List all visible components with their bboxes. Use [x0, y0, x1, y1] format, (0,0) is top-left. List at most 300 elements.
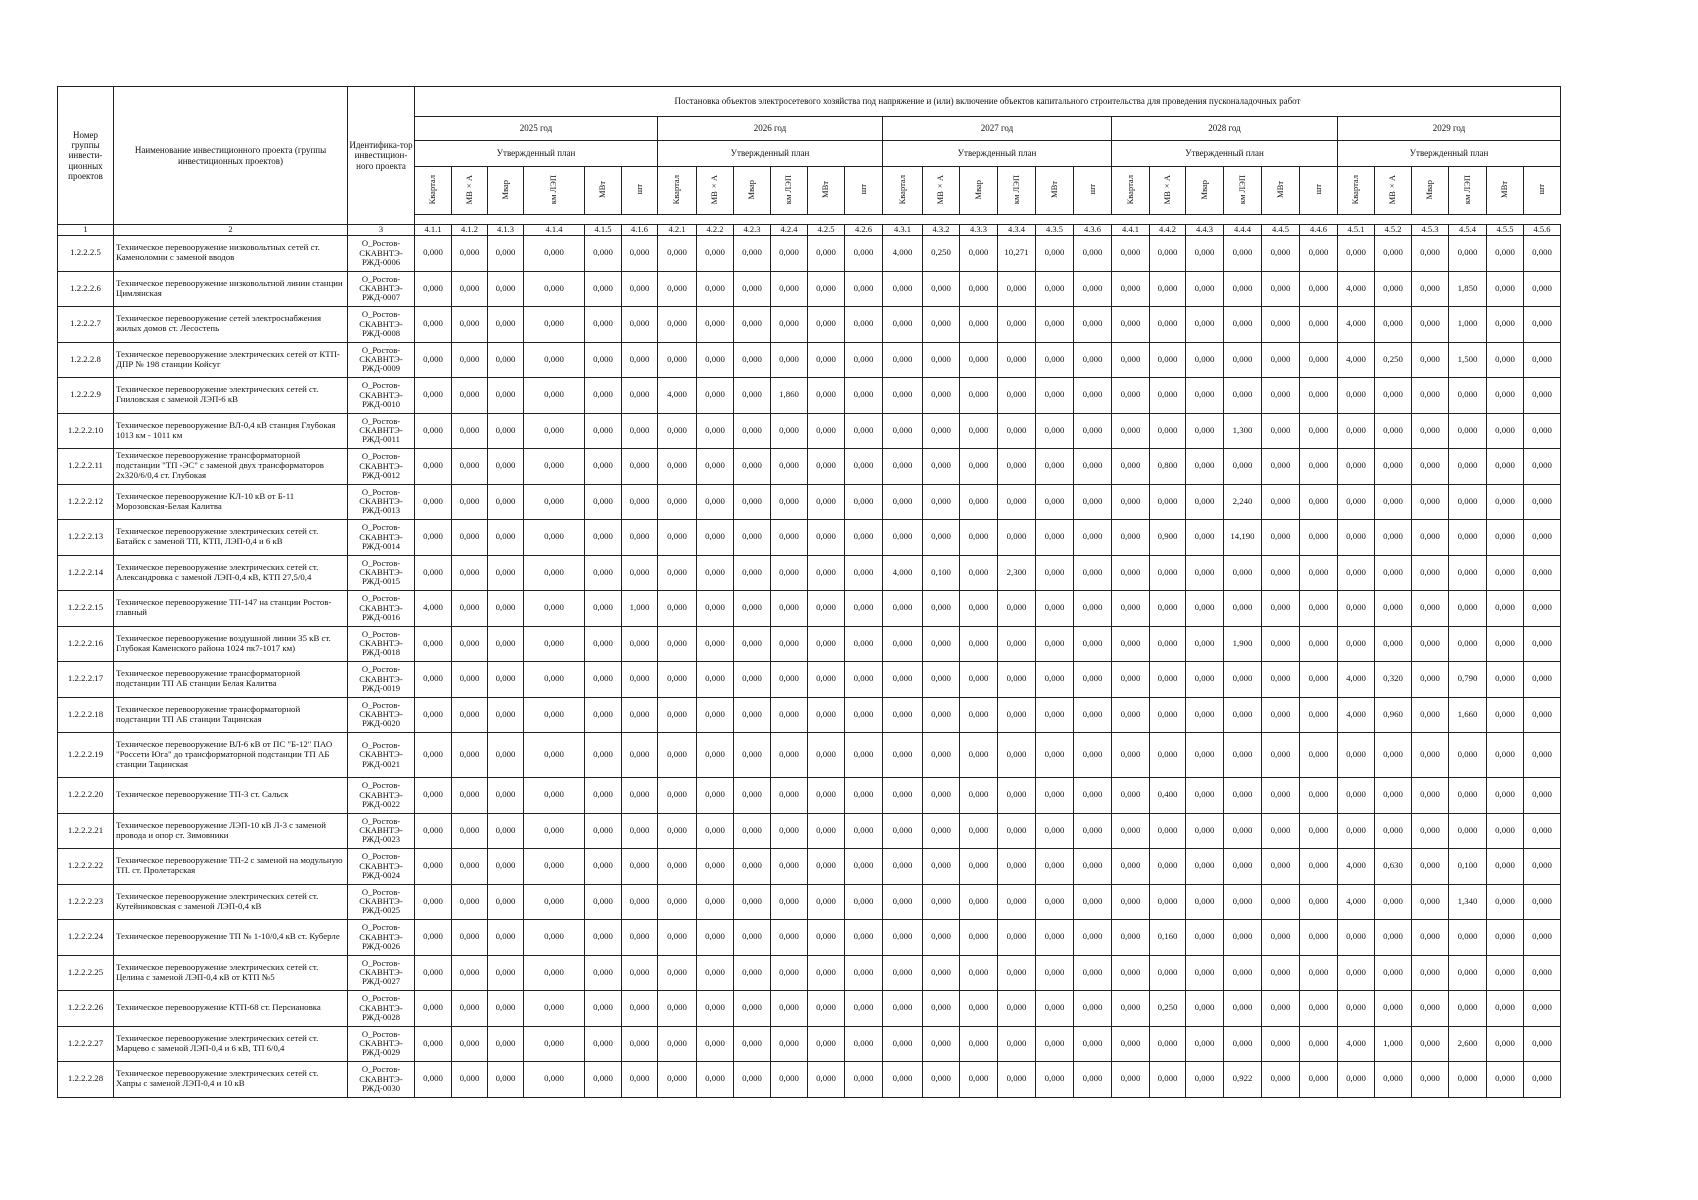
header-unit [998, 167, 1036, 215]
row-value: 1,000 [1375, 1026, 1412, 1062]
row-value: 1,340 [1449, 884, 1487, 920]
row-value: 0,000 [488, 991, 524, 1027]
row-value: 0,000 [1074, 1062, 1112, 1098]
row-value: 0,000 [488, 307, 524, 343]
row-project-name: Техническое перевооружение ЛЭП-10 кВ Л-3 с заменой провода и опор ст. Зимовники [114, 813, 348, 849]
table-row [58, 991, 1561, 1027]
row-value: 0,000 [771, 413, 808, 449]
row-value: 0,000 [658, 884, 697, 920]
row-value: 0,000 [923, 778, 960, 814]
row-value: 0,000 [734, 884, 771, 920]
row-value: 0,000 [1300, 1026, 1338, 1062]
row-value: 0,000 [1412, 555, 1449, 591]
header-unit [1262, 167, 1300, 215]
row-number: 1.2.2.2.18 [58, 697, 114, 733]
row-value: 0,000 [998, 778, 1036, 814]
column-index: 4.2.3 [734, 225, 771, 236]
row-value: 0,000 [1375, 920, 1412, 956]
row-value: 4,000 [1338, 271, 1375, 307]
row-value: 0,000 [771, 591, 808, 627]
row-value: 0,000 [585, 449, 622, 485]
row-value: 0,000 [1300, 307, 1338, 343]
table-row [58, 413, 1561, 449]
row-value: 0,000 [1262, 413, 1300, 449]
row-value: 0,000 [697, 236, 734, 272]
row-value: 0,000 [1074, 662, 1112, 698]
row-value: 0,000 [1524, 307, 1561, 343]
row-value: 0,000 [1036, 955, 1074, 991]
header-unit-label: МВ×А [1387, 174, 1398, 204]
row-value: 0,000 [488, 697, 524, 733]
row-value: 0,000 [960, 626, 998, 662]
row-value: 0,000 [488, 555, 524, 591]
row-value: 0,000 [452, 307, 488, 343]
row-value: 0,000 [1112, 520, 1150, 556]
row-value: 0,000 [697, 697, 734, 733]
column-index: 4.5.3 [1412, 225, 1449, 236]
row-value: 0,000 [1412, 449, 1449, 485]
row-value: 0,000 [1036, 449, 1074, 485]
row-value: 0,000 [658, 813, 697, 849]
row-value: 0,000 [1224, 733, 1262, 778]
row-value: 0,000 [734, 920, 771, 956]
row-value: 0,000 [1112, 884, 1150, 920]
row-value: 0,000 [1262, 813, 1300, 849]
header-unit [1074, 167, 1112, 215]
row-value: 0,000 [960, 662, 998, 698]
row-value: 0,000 [1524, 378, 1561, 414]
row-value: 0,000 [697, 813, 734, 849]
row-project-name: Техническое перевооружение ТП-147 на станции Ростов-главный [114, 591, 348, 627]
row-value: 0,000 [1524, 555, 1561, 591]
row-value: 0,000 [923, 520, 960, 556]
column-index: 4.1.3 [488, 225, 524, 236]
row-value: 0,000 [1224, 378, 1262, 414]
header-main-title: Постановка объектов электросетевого хозяйства под напряжение и (или) включение объектов капитального строительства для проведения пусконаладочных работ [415, 87, 1561, 117]
row-value: 0,000 [452, 1026, 488, 1062]
row-value: 0,000 [883, 733, 923, 778]
row-value: 0,000 [488, 342, 524, 378]
column-index: 4.5.4 [1449, 225, 1487, 236]
row-value: 0,000 [452, 778, 488, 814]
row-value: 0,000 [960, 591, 998, 627]
row-value: 0,000 [1487, 991, 1524, 1027]
header-unit [771, 167, 808, 215]
column-index: 4.4.6 [1300, 225, 1338, 236]
row-value: 0,000 [488, 626, 524, 662]
row-value: 0,000 [415, 733, 452, 778]
row-value: 0,000 [923, 697, 960, 733]
row-project-id: О_Ростов-СКАВНТЭ-РЖД-0014 [348, 520, 415, 556]
table-row [58, 591, 1561, 627]
column-index: 4.5.6 [1524, 225, 1561, 236]
table-row [58, 849, 1561, 885]
row-value: 0,000 [415, 378, 452, 414]
row-value: 0,000 [808, 555, 845, 591]
row-value: 0,000 [808, 955, 845, 991]
header-unit [734, 167, 771, 215]
row-value: 0,000 [524, 920, 585, 956]
row-value: 0,000 [1224, 236, 1262, 272]
row-value: 0,000 [883, 271, 923, 307]
row-value: 0,000 [1375, 991, 1412, 1027]
row-value: 0,000 [488, 449, 524, 485]
row-value: 0,000 [1300, 884, 1338, 920]
row-value: 0,000 [923, 955, 960, 991]
header-group-number: Номер группы инвести-ционных проектов [58, 87, 114, 225]
row-value: 0,000 [1036, 849, 1074, 885]
row-value: 0,000 [1375, 449, 1412, 485]
row-value: 0,000 [1150, 733, 1186, 778]
row-value: 0,000 [1375, 1062, 1412, 1098]
row-project-name: Техническое перевооружение трансформаторной подстанции ТП АБ станции Тацинская [114, 697, 348, 733]
row-value: 0,000 [1112, 591, 1150, 627]
header-unit-label: МВт [1499, 180, 1510, 198]
row-value: 0,000 [1074, 1026, 1112, 1062]
row-value: 0,000 [524, 626, 585, 662]
row-value: 0,000 [808, 413, 845, 449]
row-value: 0,000 [1300, 662, 1338, 698]
header-unit [585, 167, 622, 215]
table-row [58, 484, 1561, 520]
row-value: 0,000 [1412, 342, 1449, 378]
row-value: 0,000 [1487, 449, 1524, 485]
row-value: 0,000 [1074, 920, 1112, 956]
row-value: 0,000 [1262, 555, 1300, 591]
row-value: 0,000 [585, 733, 622, 778]
row-value: 0,000 [923, 378, 960, 414]
row-value: 0,000 [845, 920, 883, 956]
table-row [58, 449, 1561, 485]
row-value: 0,000 [1262, 591, 1300, 627]
row-value: 0,000 [524, 342, 585, 378]
row-value: 0,000 [808, 307, 845, 343]
table-row [58, 920, 1561, 956]
row-value: 0,000 [1112, 378, 1150, 414]
row-value: 0,000 [845, 733, 883, 778]
row-value: 0,000 [1300, 342, 1338, 378]
row-value: 0,000 [808, 271, 845, 307]
row-value: 0,000 [960, 342, 998, 378]
row-value: 0,000 [998, 626, 1036, 662]
row-value: 0,000 [771, 813, 808, 849]
row-value: 0,000 [771, 449, 808, 485]
row-value: 0,000 [1186, 662, 1224, 698]
header-unit [658, 167, 697, 215]
row-value: 0,000 [1375, 884, 1412, 920]
column-index: 4.2.6 [845, 225, 883, 236]
row-value: 0,000 [1524, 626, 1561, 662]
row-value: 0,000 [1112, 662, 1150, 698]
row-value: 0,000 [923, 626, 960, 662]
header-unit [1375, 167, 1412, 215]
row-value: 0,000 [1262, 484, 1300, 520]
row-value: 0,000 [998, 413, 1036, 449]
row-value: 0,000 [1524, 778, 1561, 814]
row-value: 0,000 [1112, 733, 1150, 778]
row-value: 1,660 [1449, 697, 1487, 733]
row-value: 0,000 [1300, 555, 1338, 591]
row-value: 0,000 [1375, 520, 1412, 556]
row-value: 0,000 [697, 662, 734, 698]
row-value: 0,000 [1112, 555, 1150, 591]
row-value: 0,000 [697, 849, 734, 885]
row-value: 0,000 [960, 697, 998, 733]
row-value: 0,000 [1036, 520, 1074, 556]
row-project-name: Техническое перевооружение электрических сетей ст. Кутейниковская с заменой ЛЭП-0,4 кВ [114, 884, 348, 920]
row-value: 0,000 [1300, 271, 1338, 307]
row-value: 14,190 [1224, 520, 1262, 556]
header-project-id: Идентифика-тор инвестицион-ного проекта [348, 87, 415, 225]
row-value: 0,000 [622, 484, 658, 520]
row-value: 0,000 [883, 849, 923, 885]
row-value: 0,000 [452, 813, 488, 849]
row-value: 0,000 [1449, 920, 1487, 956]
row-value: 0,000 [524, 1026, 585, 1062]
row-value: 0,000 [923, 449, 960, 485]
column-index: 4.3.6 [1074, 225, 1112, 236]
row-value: 0,000 [1262, 778, 1300, 814]
row-value: 0,000 [1074, 778, 1112, 814]
row-value: 0,000 [622, 413, 658, 449]
row-value: 0,000 [1186, 307, 1224, 343]
row-value: 0,000 [697, 1026, 734, 1062]
row-project-name: Техническое перевооружение электрических сетей ст. Марцево с заменой ЛЭП-0,4 и 6 кВ, ТП 6/0,4 [114, 1026, 348, 1062]
row-value: 0,000 [1150, 662, 1186, 698]
row-value: 0,000 [1036, 920, 1074, 956]
row-project-id: О_Ростов-СКАВНТЭ-РЖД-0025 [348, 884, 415, 920]
row-value: 0,000 [658, 778, 697, 814]
row-value: 0,000 [1186, 413, 1224, 449]
row-value: 0,000 [1036, 307, 1074, 343]
row-value: 0,000 [488, 1026, 524, 1062]
row-value: 0,000 [1487, 920, 1524, 956]
row-value: 0,000 [1224, 920, 1262, 956]
row-value: 0,000 [1412, 591, 1449, 627]
row-value: 0,000 [452, 378, 488, 414]
row-value: 0,000 [452, 236, 488, 272]
row-value: 0,000 [845, 849, 883, 885]
row-value: 0,000 [734, 271, 771, 307]
row-value: 0,000 [1524, 733, 1561, 778]
row-value: 0,000 [1112, 1062, 1150, 1098]
row-value: 0,000 [960, 1062, 998, 1098]
row-value: 0,000 [1150, 626, 1186, 662]
row-number: 1.2.2.2.10 [58, 413, 114, 449]
row-value: 0,000 [923, 733, 960, 778]
row-number: 1.2.2.2.8 [58, 342, 114, 378]
row-value: 0,000 [883, 991, 923, 1027]
row-value: 0,000 [1112, 626, 1150, 662]
table-row [58, 626, 1561, 662]
row-value: 0,000 [585, 307, 622, 343]
row-value: 0,000 [1262, 378, 1300, 414]
row-value: 0,000 [524, 520, 585, 556]
row-project-name: Техническое перевооружение трансформаторной подстанции ТП АБ станции Белая Калитва [114, 662, 348, 698]
row-project-id: О_Ростов-СКАВНТЭ-РЖД-0015 [348, 555, 415, 591]
row-value: 0,000 [1150, 413, 1186, 449]
row-value: 0,000 [697, 920, 734, 956]
row-value: 0,000 [1524, 520, 1561, 556]
row-value: 0,000 [923, 884, 960, 920]
row-value: 0,000 [734, 778, 771, 814]
row-value: 0,000 [415, 271, 452, 307]
row-value: 0,000 [622, 236, 658, 272]
row-value: 0,000 [697, 733, 734, 778]
row-project-id: О_Ростов-СКАВНТЭ-РЖД-0026 [348, 920, 415, 956]
row-project-name: Техническое перевооружение сетей электроснабжения жилых домов ст. Лесостепь [114, 307, 348, 343]
row-value: 0,000 [585, 920, 622, 956]
row-project-name: Техническое перевооружение электрических сетей ст. Батайск с заменой ТП, КТП, ЛЭП-0,4 и 6 кВ [114, 520, 348, 556]
row-value: 0,000 [923, 1062, 960, 1098]
row-value: 0,000 [883, 778, 923, 814]
row-value: 0,000 [1150, 591, 1186, 627]
row-value: 0,000 [1224, 555, 1262, 591]
row-value: 0,000 [845, 1026, 883, 1062]
row-value: 0,000 [1262, 449, 1300, 485]
row-value: 0,000 [622, 955, 658, 991]
column-index: 3 [348, 225, 415, 236]
row-value: 0,000 [1487, 484, 1524, 520]
row-value: 0,000 [1524, 697, 1561, 733]
row-value: 0,000 [415, 849, 452, 885]
row-value: 0,000 [524, 378, 585, 414]
row-value: 0,100 [1449, 849, 1487, 885]
row-value: 0,922 [1224, 1062, 1262, 1098]
row-value: 0,000 [697, 520, 734, 556]
row-value: 0,000 [585, 991, 622, 1027]
row-project-name: Техническое перевооружение ВЛ-6 кВ от ПС "Б-12" ПАО "Россети Юга" до трансформаторной подстанции ТП АБ станции Тацинская [114, 733, 348, 778]
row-value: 0,000 [1262, 920, 1300, 956]
row-value: 0,000 [1112, 920, 1150, 956]
row-value: 0,000 [452, 484, 488, 520]
row-project-name: Техническое перевооружение ТП-3 ст. Сальск [114, 778, 348, 814]
row-value: 0,320 [1375, 662, 1412, 698]
row-value: 0,000 [1074, 520, 1112, 556]
row-value: 0,000 [1300, 413, 1338, 449]
header-unit [452, 167, 488, 215]
row-value: 4,000 [658, 378, 697, 414]
row-value: 0,000 [883, 920, 923, 956]
row-value: 4,000 [1338, 697, 1375, 733]
row-value: 0,000 [452, 342, 488, 378]
row-value: 0,000 [960, 307, 998, 343]
row-value: 0,000 [883, 662, 923, 698]
row-value: 0,000 [452, 271, 488, 307]
row-value: 0,000 [415, 449, 452, 485]
row-value: 0,000 [585, 697, 622, 733]
row-value: 0,000 [1412, 520, 1449, 556]
row-value: 0,000 [1036, 813, 1074, 849]
row-value: 0,000 [697, 778, 734, 814]
column-index: 4.2.5 [808, 225, 845, 236]
row-value: 0,000 [1338, 920, 1375, 956]
row-value: 0,000 [1186, 920, 1224, 956]
row-value: 0,000 [415, 778, 452, 814]
row-value: 0,000 [585, 884, 622, 920]
row-value: 0,000 [1262, 662, 1300, 698]
row-number: 1.2.2.2.6 [58, 271, 114, 307]
row-value: 0,000 [697, 484, 734, 520]
row-value: 0,000 [1487, 1026, 1524, 1062]
row-value: 0,000 [1262, 849, 1300, 885]
row-value: 0,000 [658, 662, 697, 698]
row-value: 0,000 [883, 1026, 923, 1062]
row-value: 0,000 [808, 236, 845, 272]
row-value: 0,000 [1074, 484, 1112, 520]
header-unit-label: МВт [820, 180, 831, 198]
row-value: 0,000 [697, 555, 734, 591]
column-index: 1 [58, 225, 114, 236]
row-value: 0,000 [1150, 378, 1186, 414]
row-value: 0,000 [1112, 955, 1150, 991]
row-value: 0,250 [923, 236, 960, 272]
table-row [58, 1062, 1561, 1098]
header-approved-plan: Утвержденный план [658, 141, 883, 167]
row-value: 0,000 [960, 813, 998, 849]
row-value: 0,000 [622, 271, 658, 307]
header-project-name: Наименование инвестиционного проекта (группы инвестиционных проектов) [114, 87, 348, 225]
row-number: 1.2.2.2.27 [58, 1026, 114, 1062]
row-value: 0,000 [1036, 884, 1074, 920]
row-value: 0,000 [808, 697, 845, 733]
header-unit-label: Квартал [896, 174, 907, 204]
row-value: 0,000 [452, 991, 488, 1027]
row-value: 0,000 [960, 920, 998, 956]
row-value: 0,000 [1150, 813, 1186, 849]
row-value: 0,000 [771, 884, 808, 920]
row-value: 0,000 [1262, 307, 1300, 343]
row-value: 0,000 [1412, 884, 1449, 920]
row-project-name: Техническое перевооружение низковольтных сетей ст. Каменоломни с заменой вводов [114, 236, 348, 272]
row-value: 0,000 [845, 307, 883, 343]
row-value: 0,000 [1412, 813, 1449, 849]
row-value: 0,000 [452, 920, 488, 956]
row-value: 0,000 [1074, 271, 1112, 307]
row-number: 1.2.2.2.20 [58, 778, 114, 814]
row-value: 0,000 [488, 236, 524, 272]
row-value: 0,000 [960, 1026, 998, 1062]
row-value: 0,000 [1262, 236, 1300, 272]
row-value: 0,000 [622, 662, 658, 698]
row-value: 0,000 [1300, 520, 1338, 556]
row-value: 0,000 [883, 520, 923, 556]
row-value: 0,000 [808, 920, 845, 956]
row-value: 0,000 [658, 307, 697, 343]
row-number: 1.2.2.2.11 [58, 449, 114, 485]
row-value: 0,000 [923, 991, 960, 1027]
row-value: 0,000 [1074, 884, 1112, 920]
header-unit [1487, 167, 1524, 215]
row-value: 0,000 [1224, 307, 1262, 343]
row-value: 0,000 [734, 307, 771, 343]
row-value: 0,000 [452, 733, 488, 778]
row-value: 0,000 [1112, 1026, 1150, 1062]
row-value: 0,000 [845, 662, 883, 698]
row-number: 1.2.2.2.13 [58, 520, 114, 556]
row-value: 0,000 [658, 920, 697, 956]
row-value: 0,000 [923, 591, 960, 627]
row-value: 0,000 [1300, 778, 1338, 814]
row-value: 0,000 [1412, 271, 1449, 307]
column-index: 4.3.4 [998, 225, 1036, 236]
row-value: 0,000 [1112, 697, 1150, 733]
row-value: 0,000 [845, 1062, 883, 1098]
row-value: 0,000 [1338, 555, 1375, 591]
row-value: 0,000 [1524, 1062, 1561, 1098]
column-index: 4.3.3 [960, 225, 998, 236]
row-value: 0,000 [1186, 991, 1224, 1027]
